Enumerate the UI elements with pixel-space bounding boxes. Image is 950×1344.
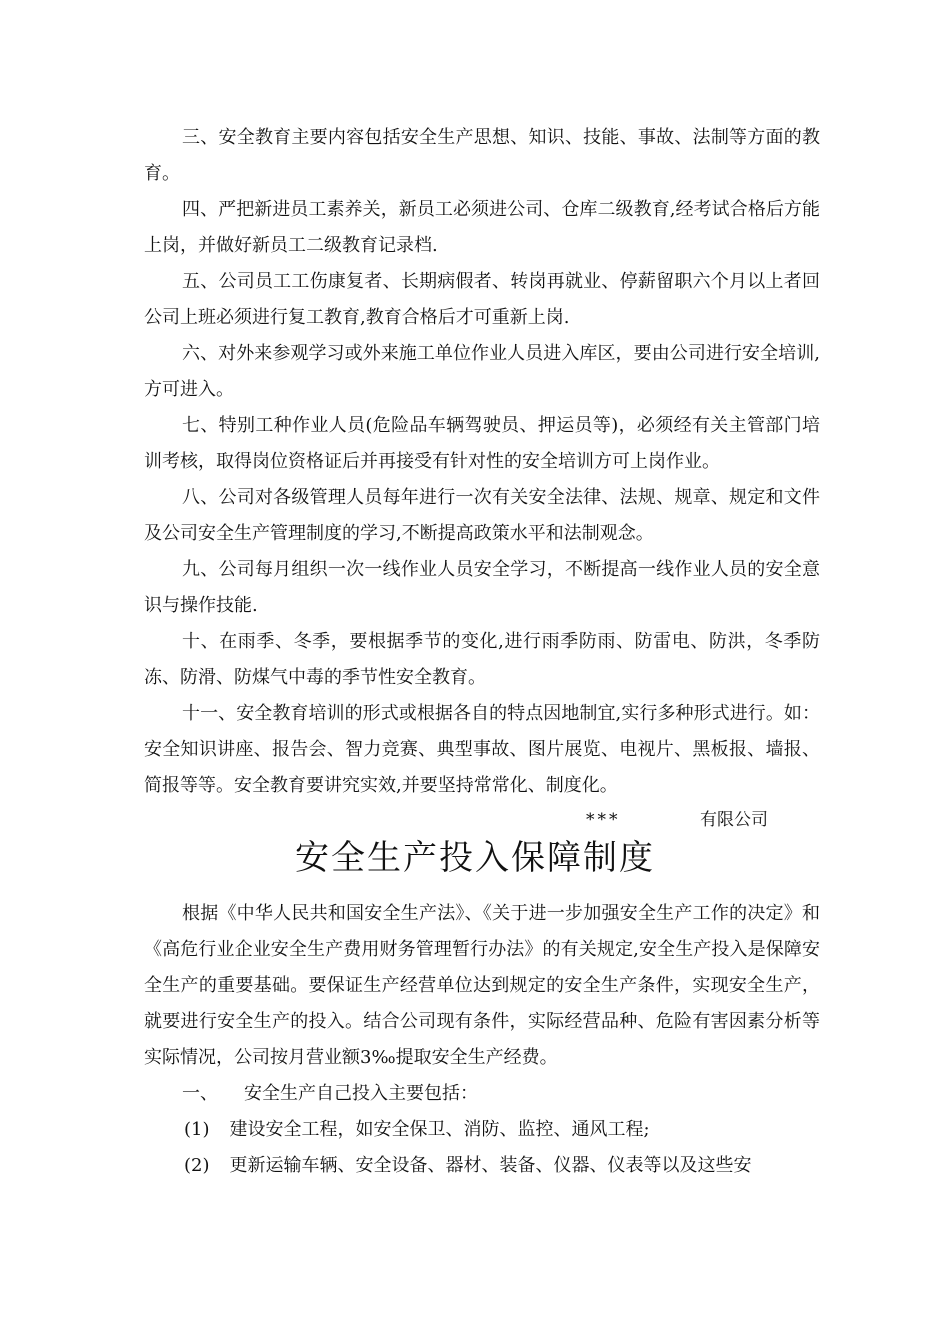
education-rules <box>144 120 820 804</box>
company-suffix: 有限公司 <box>700 810 768 830</box>
item-1-text: 安全生产自己投入主要包括： <box>244 1083 478 1104</box>
intro-paragraph: 根据《中华人民共和国安全生产法》、《关于进一步加强安全生产工作的决定》和《高危行业企业安全生产费用财务管理暂行办法》的有关规定,安全生产投入是保障安全生产的重要基础。要保证生产经营单位达到规定的安全生产条件，实现安全生产，就要进行安全生产的投入。结合公司现有条件，实际经营品种、危险有害因素分析等实际情况，公司按月营业额3‰提取安全生产经费。 <box>144 903 820 1068</box>
rule-5: 五、公司员工工伤康复者、长期病假者、转岗再就业、停薪留职六个月以上者回公司上班必须进行复工教育,教育合格后才可重新上岗. <box>144 271 820 328</box>
rule-11: 十一、安全教育培训的形式或根据各自的特点因地制宜,实行多种形式进行。如：安全知识讲座、报告会、智力竞赛、典型事故、图片展览、电视片、黑板报、墙报、简报等等。安全教育要讲究实效,并要坚持常常化、制度化。 <box>144 703 820 796</box>
rule-6: 六、对外来参观学习或外来施工单位作业人员进入库区，要由公司进行安全培训,方可进入。 <box>144 343 820 400</box>
rule-4: 四、严把新进员工素养关，新员工必须进公司、仓库二级教育,经考试合格后方能上岗，并做好新员工二级教育记录档. <box>144 199 820 256</box>
sub-item-1-number: (1) <box>184 1119 210 1140</box>
investment-policy <box>144 896 820 1184</box>
item-1-number: 一、 <box>182 1083 218 1104</box>
sub-item-1 <box>144 1112 820 1148</box>
sub-item-2-text: 更新运输车辆、安全设备、器材、装备、仪器、仪表等以及这些安 <box>229 1155 752 1176</box>
rule-3: 三、安全教育主要内容包括安全生产思想、知识、技能、事故、法制等方面的教育。 <box>144 127 820 184</box>
sub-item-2 <box>144 1148 820 1184</box>
rule-9: 九、公司每月组织一次一线作业人员安全学习，不断提高一线作业人员的安全意识与操作技能. <box>144 559 820 616</box>
company-name-mask: *** <box>586 810 621 830</box>
section-title: 安全生产投入保障制度 <box>295 838 655 878</box>
sub-item-2-number: (2) <box>184 1155 210 1176</box>
rule-8: 八、公司对各级管理人员每年进行一次有关安全法律、法规、规章、规定和文件及公司安全生产管理制度的学习,不断提高政策水平和法制观念。 <box>144 487 820 544</box>
sub-item-1-text: 建设安全工程，如安全保卫、消防、监控、通风工程; <box>229 1119 650 1140</box>
item-1 <box>144 1076 820 1112</box>
rule-10: 十、在雨季、冬季，要根据季节的变化,进行雨季防雨、防雷电、防洪，冬季防冻、防滑、防煤气中毒的季节性安全教育。 <box>144 631 820 688</box>
rule-7: 七、特别工种作业人员(危险品车辆驾驶员、押运员等)，必须经有关主管部门培训考核，取得岗位资格证后并再接受有针对性的安全培训方可上岗作业。 <box>144 415 820 472</box>
